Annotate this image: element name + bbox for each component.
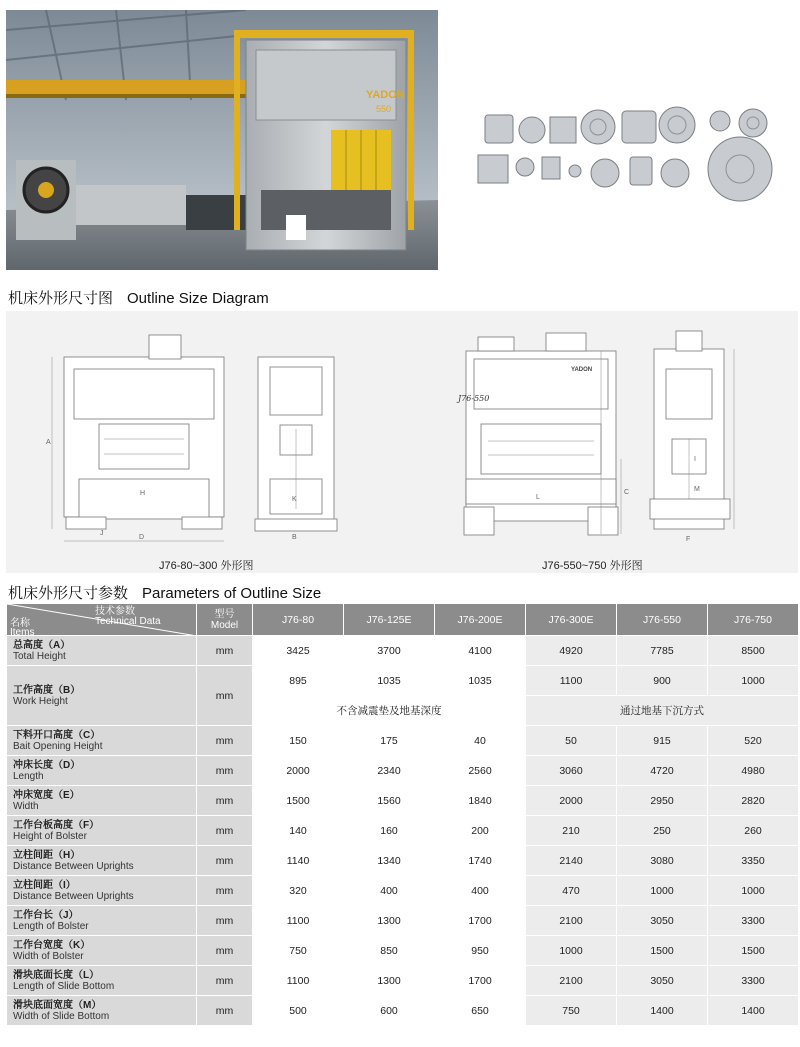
table-cell: 1035: [435, 666, 526, 696]
small-press-side-view: [240, 329, 350, 551]
header-model-en: Model: [210, 619, 239, 631]
row-unit: mm: [197, 636, 253, 666]
press-machine-photo: [6, 10, 438, 270]
table-cell: 950: [435, 936, 526, 966]
header-tech-cn: 技术参数: [95, 606, 135, 617]
table-cell: 1000: [708, 666, 799, 696]
row-label: [7, 726, 197, 756]
caption-small-press: J76-80~300 外形图: [159, 560, 254, 572]
dim-letter-f: F: [686, 536, 691, 543]
table-cell: 1560: [344, 786, 435, 816]
row-label-cn: 总高度（A）: [13, 639, 71, 651]
table-cell: 260: [708, 816, 799, 846]
large-press-model-label: J76-550: [458, 394, 490, 403]
table-cell: 1300: [344, 966, 435, 996]
dim-letter-k: K: [292, 496, 297, 503]
stamped-parts-illustration: [470, 95, 782, 205]
table-row: [7, 876, 799, 906]
table-cell: 150: [253, 726, 344, 756]
header-model-1: J76-80: [253, 604, 344, 636]
outline-title-cn: 机床外形尺寸图: [8, 290, 114, 307]
row-label: [7, 996, 197, 1026]
table-cell: 1500: [708, 936, 799, 966]
table-cell: 4980: [708, 756, 799, 786]
row-label: [7, 876, 197, 906]
row-label-en: Width: [13, 800, 39, 812]
table-cell: 470: [526, 876, 617, 906]
table-cell: 1300: [344, 906, 435, 936]
row-label-en: Total Height: [13, 650, 66, 662]
table-cell: 200: [435, 816, 526, 846]
header-technical-data: [7, 604, 197, 636]
table-cell: 915: [617, 726, 708, 756]
table-cell: 2100: [526, 966, 617, 996]
dim-letter-c: C: [624, 489, 630, 496]
row-label-cn: 滑块底面宽度（M）: [13, 999, 102, 1011]
table-cell: 2000: [253, 756, 344, 786]
table-cell: 320: [253, 876, 344, 906]
row-label-en: Length of Slide Bottom: [13, 980, 115, 992]
row-label-en: Length of Bolster: [13, 920, 89, 932]
parameters-title: [8, 582, 321, 603]
table-cell: 900: [617, 666, 708, 696]
dim-letter-a: A: [46, 439, 51, 446]
row-label-en: Work Height: [13, 695, 68, 707]
dim-letter-d: D: [139, 534, 145, 541]
row-unit: mm: [197, 816, 253, 846]
stamped-parts-photo: [470, 95, 782, 205]
row-unit: mm: [197, 726, 253, 756]
row-unit: mm: [197, 756, 253, 786]
large-press-side-view: [636, 329, 746, 551]
dim-letter-h: H: [140, 490, 146, 497]
header-tech-en: Technical Data: [95, 616, 161, 627]
row-label: [7, 846, 197, 876]
header-items-en: Items: [10, 627, 35, 636]
table-row: [7, 906, 799, 936]
table-cell: 250: [617, 816, 708, 846]
table-cell: 2950: [617, 786, 708, 816]
table-cell: 1000: [708, 876, 799, 906]
press-brand-text: YADON: [366, 89, 405, 101]
row-unit: mm: [197, 876, 253, 906]
table-cell: 2100: [526, 906, 617, 936]
table-cell: 2560: [435, 756, 526, 786]
row-label-cn: 立柱间距（I）: [13, 879, 76, 891]
table-cell: 7785: [617, 636, 708, 666]
table-row: [7, 726, 799, 756]
table-cell: 895: [253, 666, 344, 696]
table-cell: 2000: [526, 786, 617, 816]
table-cell: 1100: [253, 966, 344, 996]
row-label-en: Distance Between Uprights: [13, 890, 134, 902]
table-cell: 3300: [708, 966, 799, 996]
dim-letter-i: I: [694, 456, 696, 463]
row-label: [7, 666, 197, 726]
table-cell: 650: [435, 996, 526, 1026]
row-label-cn: 滑块底面长度（L）: [13, 969, 100, 981]
note-cell-left: 不含减震垫及地基深度: [253, 696, 526, 726]
row-unit: mm: [197, 936, 253, 966]
dim-letter-l: L: [536, 494, 540, 501]
outline-diagram-panel: [6, 311, 798, 573]
table-cell: 2140: [526, 846, 617, 876]
header-model-3: J76-200E: [435, 604, 526, 636]
table-row: [7, 756, 799, 786]
row-label-cn: 立柱间距（H）: [13, 849, 81, 861]
row-label-cn: 工作高度（B）: [13, 684, 81, 696]
dim-letter-e: B: [292, 534, 297, 541]
row-label: [7, 906, 197, 936]
row-label-cn: 工作台宽度（K）: [13, 939, 91, 951]
table-cell: 1100: [253, 906, 344, 936]
caption-large-press: J76-550~750 外形图: [542, 560, 643, 572]
table-cell: 1700: [435, 906, 526, 936]
row-label: [7, 966, 197, 996]
row-label-cn: 冲床宽度（E）: [13, 789, 80, 801]
row-label: [7, 636, 197, 666]
table-cell: 3050: [617, 966, 708, 996]
outline-diagram-title: [8, 287, 269, 308]
row-label-en: Height of Bolster: [13, 830, 87, 842]
dim-letter-j: J: [100, 530, 104, 537]
table-cell: 1700: [435, 966, 526, 996]
table-row: [7, 966, 799, 996]
header-model-4: J76-300E: [526, 604, 617, 636]
table-cell: 160: [344, 816, 435, 846]
table-cell: 1400: [708, 996, 799, 1026]
table-row: [7, 816, 799, 846]
header-items-cn: 名称: [10, 618, 30, 629]
row-unit: mm: [197, 846, 253, 876]
header-model-5: J76-550: [617, 604, 708, 636]
table-cell: 3425: [253, 636, 344, 666]
row-label-en: Length: [13, 770, 44, 782]
row-label: [7, 756, 197, 786]
parameters-table: [6, 603, 799, 1026]
row-label-cn: 下料开口高度（C）: [13, 729, 101, 741]
row-label-en: Distance Between Uprights: [13, 860, 134, 872]
table-cell: 1840: [435, 786, 526, 816]
table-row: [7, 846, 799, 876]
row-unit: mm: [197, 996, 253, 1026]
press-model-text: 550: [376, 104, 392, 114]
table-cell: 850: [344, 936, 435, 966]
header-model-2: J76-125E: [344, 604, 435, 636]
table-cell: 520: [708, 726, 799, 756]
header-model: [197, 604, 253, 636]
table-header-row: [7, 604, 799, 636]
table-cell: 140: [253, 816, 344, 846]
table-row: [7, 666, 799, 696]
table-cell: 3050: [617, 906, 708, 936]
table-cell: 1000: [526, 936, 617, 966]
row-unit: mm: [197, 906, 253, 936]
row-label: [7, 936, 197, 966]
table-cell: 4100: [435, 636, 526, 666]
table-cell: 1500: [617, 936, 708, 966]
row-unit: mm: [197, 786, 253, 816]
table-cell: 1740: [435, 846, 526, 876]
outline-title-en: Outline Size Diagram: [127, 290, 269, 307]
table-cell: 400: [435, 876, 526, 906]
params-title-cn: 机床外形尺寸参数: [8, 585, 129, 602]
table-cell: 750: [253, 936, 344, 966]
table-cell: 175: [344, 726, 435, 756]
table-cell: 2820: [708, 786, 799, 816]
table-cell: 3350: [708, 846, 799, 876]
table-cell: 3060: [526, 756, 617, 786]
table-cell: 40: [435, 726, 526, 756]
row-unit: mm: [197, 666, 253, 726]
row-label-cn: 冲床长度（D）: [13, 759, 81, 771]
header-model-cn: 型号: [214, 608, 235, 620]
table-cell: 750: [526, 996, 617, 1026]
table-cell: 210: [526, 816, 617, 846]
row-label: [7, 816, 197, 846]
row-label-en: Width of Bolster: [13, 950, 84, 962]
table-cell: 3700: [344, 636, 435, 666]
table-cell: 4720: [617, 756, 708, 786]
table-cell: 8500: [708, 636, 799, 666]
table-row: [7, 996, 799, 1026]
table-cell: 1400: [617, 996, 708, 1026]
header-model-6: J76-750: [708, 604, 799, 636]
table-cell: 1340: [344, 846, 435, 876]
params-title-en: Parameters of Outline Size: [142, 585, 322, 602]
table-cell: 1100: [526, 666, 617, 696]
factory-illustration: [6, 10, 438, 270]
row-label-en: Bait Opening Height: [13, 740, 103, 752]
table-cell: 4920: [526, 636, 617, 666]
table-cell: 3300: [708, 906, 799, 936]
table-cell: 1035: [344, 666, 435, 696]
small-press-front-view: [44, 329, 234, 551]
table-cell: 600: [344, 996, 435, 1026]
table-cell: 1500: [253, 786, 344, 816]
row-label-cn: 工作台长（J）: [13, 909, 79, 921]
large-press-front-view: [436, 329, 636, 551]
table-cell: 500: [253, 996, 344, 1026]
table-row: [7, 786, 799, 816]
note-cell-right: 通过地基下沉方式: [526, 696, 799, 726]
table-cell: 50: [526, 726, 617, 756]
table-cell: 1140: [253, 846, 344, 876]
table-row: [7, 636, 799, 666]
dim-letter-m: M: [694, 486, 700, 493]
table-cell: 3080: [617, 846, 708, 876]
row-label-cn: 工作台板高度（F）: [13, 819, 100, 831]
row-label: [7, 786, 197, 816]
table-row: [7, 936, 799, 966]
table-cell: 400: [344, 876, 435, 906]
large-press-brand-label: YADON: [571, 367, 593, 373]
row-unit: mm: [197, 966, 253, 996]
table-cell: 1000: [617, 876, 708, 906]
table-cell: 2340: [344, 756, 435, 786]
row-label-en: Width of Slide Bottom: [13, 1010, 110, 1022]
